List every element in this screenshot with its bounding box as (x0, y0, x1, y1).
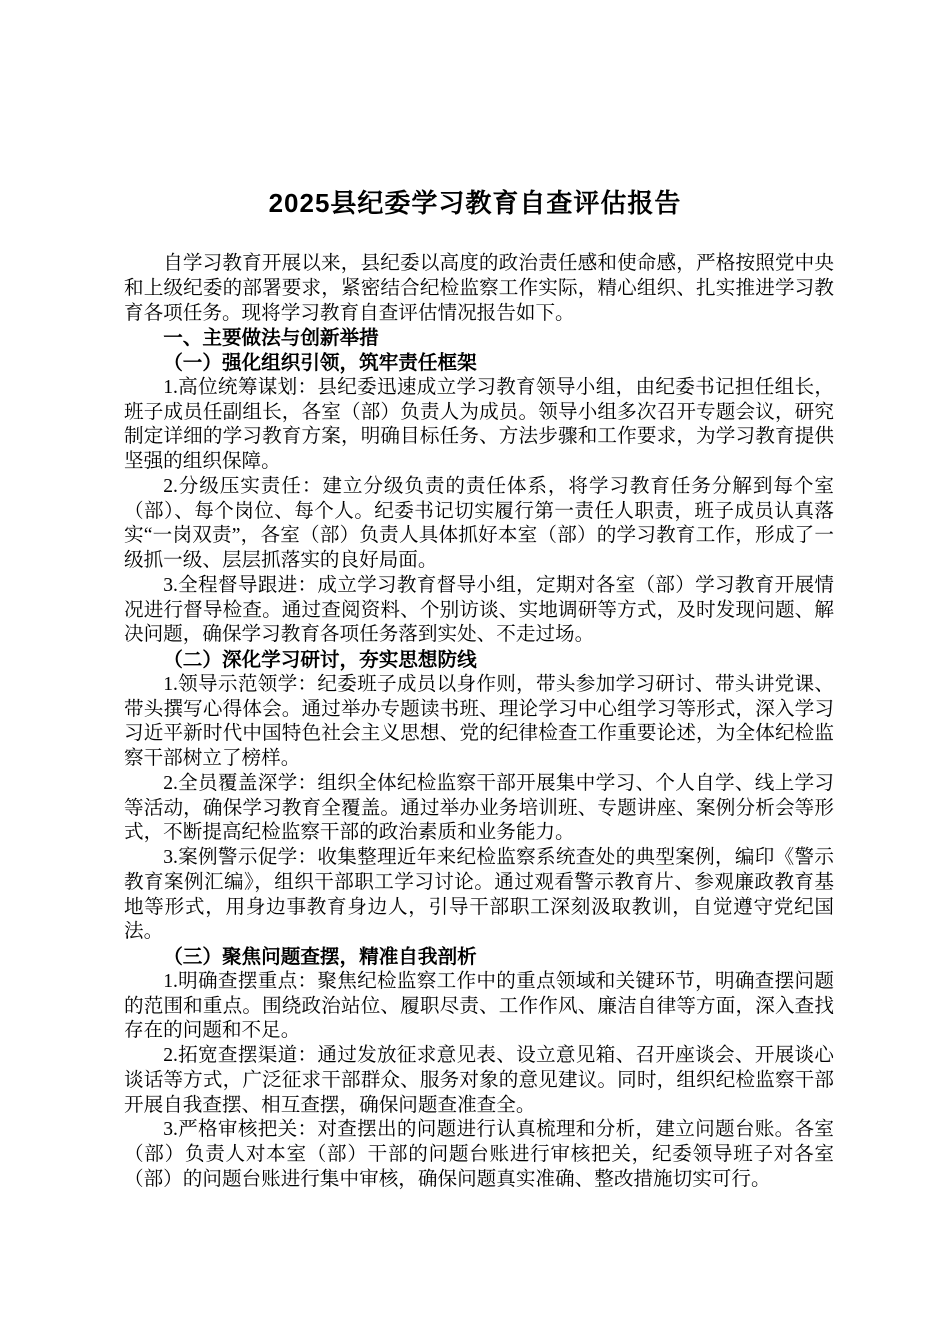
paragraph: 1.明确查摆重点：聚焦纪检监察工作中的重点领域和关键环节，明确查摆问题的范围和重点。围绕政治站位、履职尽责、工作作风、廉洁自律等方面，深入查找存在的问题和不足。 (124, 970, 834, 1042)
paragraph: 2.分级压实责任：建立分级负责的责任体系，将学习教育任务分解到每个室（部）、每个岗位、每个人。纪委书记切实履行第一责任人职责，班子成员认真落实“一岗双责”，各室（部）负责人具体抓好本室（部）的学习教育工作，形成了一级抓一级、层层抓落实的良好局面。 (124, 475, 834, 571)
paragraph: 3.严格审核把关：对查摆出的问题进行认真梳理和分析，建立问题台账。各室（部）负责人对本室（部）干部的问题台账进行审核把关，纪委领导班子对各室（部）的问题台账进行集中审核，确保问题真实准确、整改措施切实可行。 (124, 1119, 834, 1190)
paragraph: 2.拓宽查摆渠道：通过发放征求意见表、设立意见箱、召开座谈会、开展谈心谈话等方式，广泛征求干部群众、服务对象的意见建议。同时，组织纪检监察干部开展自我查摆、相互查摆，确保问题查准查全。 (124, 1045, 834, 1116)
paragraph: 3.案例警示促学：收集整理近年来纪检监察系统查处的典型案例，编印《警示教育案例汇编》，组织干部职工学习讨论。通过观看警示教育片、参观廉政教育基地等形式，用身边事教育身边人，引导干部职工深刻汲取教训，自觉遵守党纪国法。 (124, 847, 834, 943)
paragraph: 1.领导示范领学：纪委班子成员以身作则，带头参加学习研讨、带头讲党课、带头撰写心得体会。通过举办专题读书班、理论学习中心组学习等形式，深入学习习近平新时代中国特色社会主义思想、党的纪律检查工作重要论述，为全体纪检监察干部树立了榜样。 (124, 673, 834, 769)
section-heading: （三）聚焦问题查摆，精准自我剖析 (163, 946, 477, 968)
paragraph: 2.全员覆盖深学：组织全体纪检监察干部开展集中学习、个人自学、线上学习等活动，确保学习教育全覆盖。通过举办业务培训班、专题讲座、案例分析会等形式，不断提高纪检监察干部的政治素质和业务能力。 (124, 772, 834, 844)
paragraph: 1.高位统筹谋划：县纪委迅速成立学习教育领导小组，由纪委书记担任组长，班子成员任副组长，各室（部）负责人为成员。领导小组多次召开专题会议，研究制定详细的学习教育方案，明确目标任务、方法步骤和工作要求，为学习教育提供坚强的组织保障。 (124, 376, 834, 472)
paragraph: 自学习教育开展以来，县纪委以高度的政治责任感和使命感，严格按照党中央和上级纪委的部署要求，紧密结合纪检监察工作实际，精心组织、扎实推进学习教育各项任务。现将学习教育自查评估情况报告如下。 (124, 253, 834, 324)
paragraph: 3.全程督导跟进：成立学习教育督导小组，定期对各室（部）学习教育开展情况进行督导检查。通过查阅资料、个别访谈、实地调研等方式，及时发现问题、解决问题，确保学习教育各项任务落到实处、不走过场。 (124, 574, 834, 646)
section-heading: （二）深化学习研讨，夯实思想防线 (163, 649, 477, 671)
document-title: 2025县纪委学习教育自查评估报告 (268, 188, 682, 218)
section-heading: （一）强化组织引领，筑牢责任框架 (163, 352, 477, 374)
document-body (124, 252, 834, 1193)
section-heading: 一、主要做法与创新举措 (163, 327, 379, 350)
